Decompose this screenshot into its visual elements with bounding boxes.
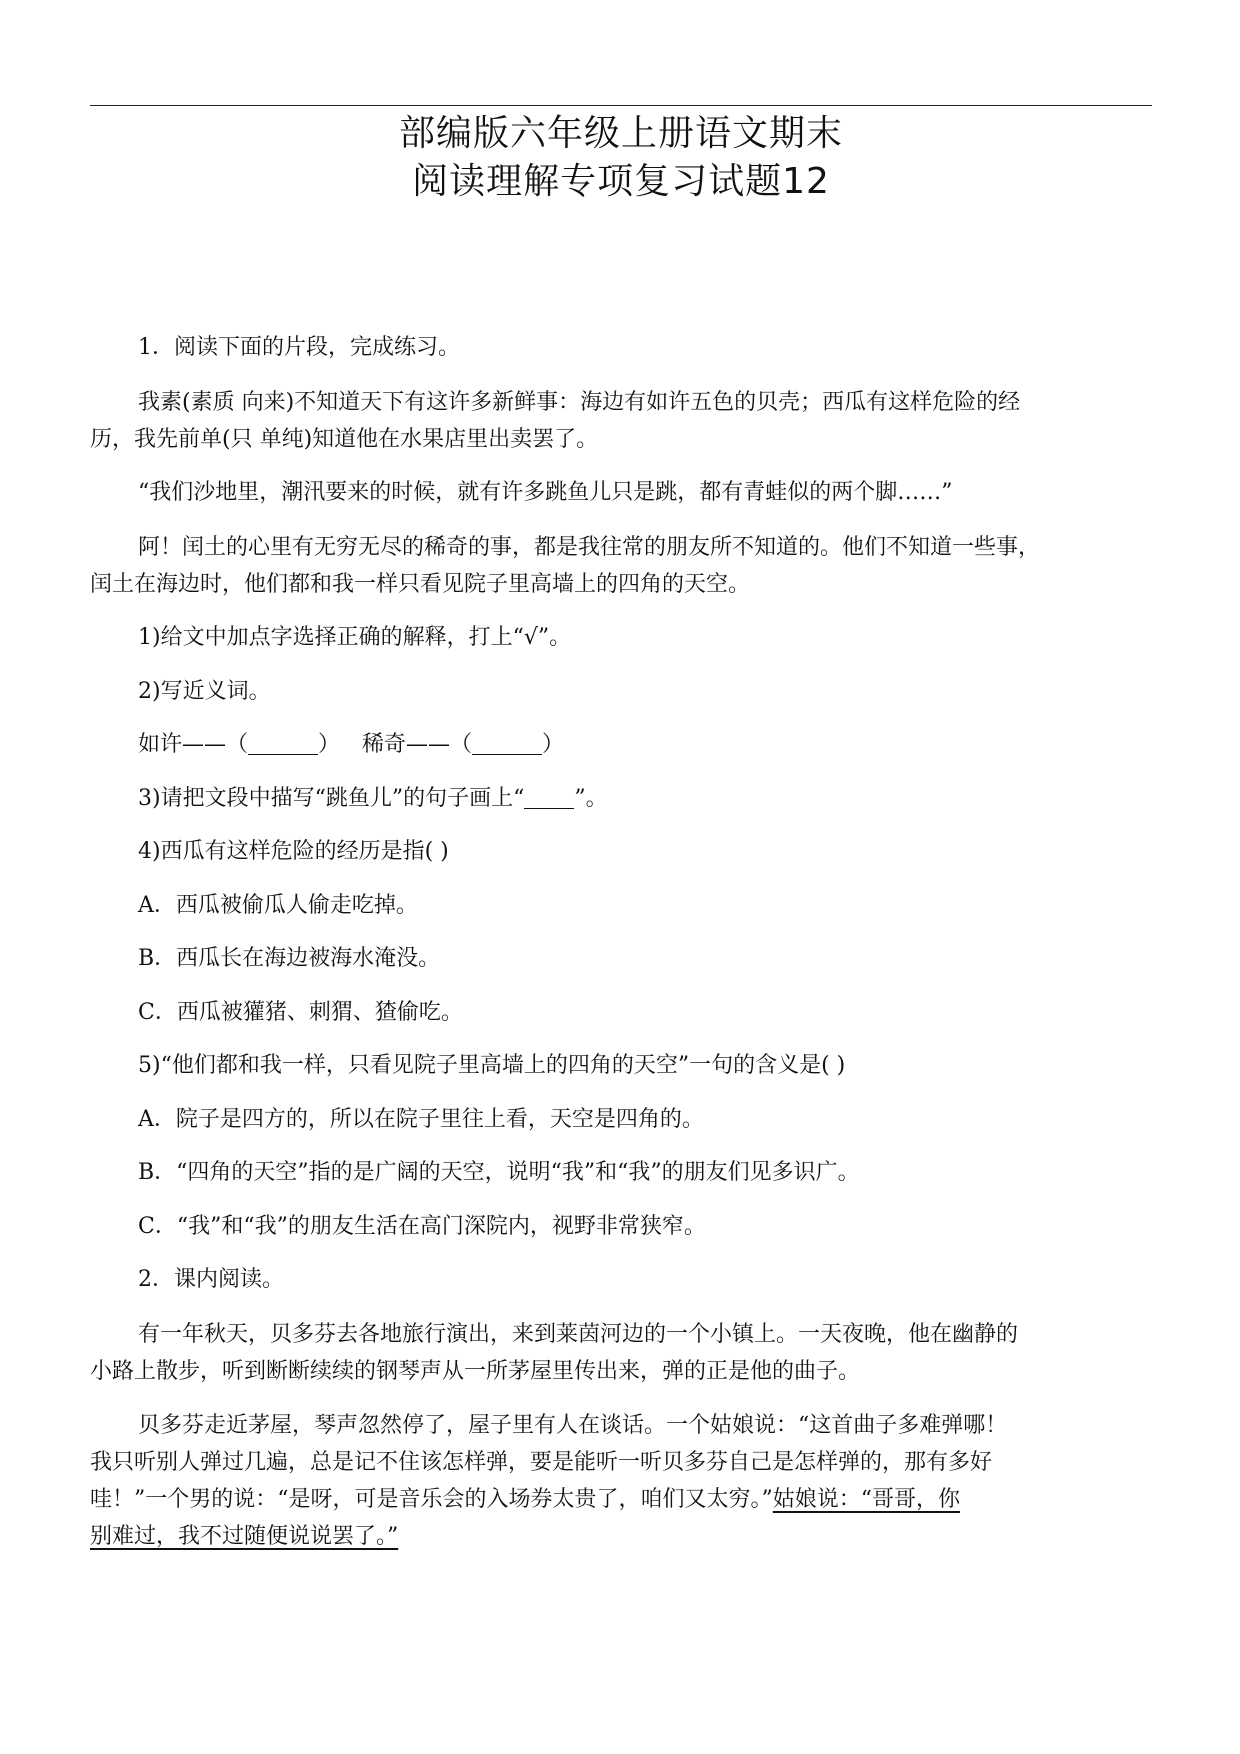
- q1-p1-line-1: 我素(素质 向来)不知道天下有这许多新鲜事：海边有如许五色的贝壳；西瓜有这样危险的经: [138, 389, 1021, 415]
- synonym-answer-blank-1[interactable]: [248, 732, 318, 755]
- q1-sub3-prefix: 3)请把文段中描写“跳鱼儿”的句子画上“: [138, 785, 525, 811]
- q1-sub5-option-c: C．“我”和“我”的朋友生活在高门深院内，视野非常狭窄。: [138, 1213, 706, 1239]
- q1-p1-line-2: 历，我先前单(只 单纯)知道他在水果店里出卖罢了。: [90, 426, 599, 452]
- underline-mark-sample: [524, 786, 574, 809]
- q2-underlined-sentence-part-2: 别难过，我不过随便说说罢了。”: [90, 1524, 399, 1549]
- q1-sub4-option-b: B．西瓜长在海边被海水淹没。: [138, 946, 441, 971]
- q1-sub-question-3: [90, 781, 1152, 817]
- synonym-item-2-close: ）: [542, 732, 565, 757]
- q1-sub4-option-a: A．西瓜被偷瓜人偷走吃掉。: [138, 892, 418, 918]
- q1-sub-question-5: 5)“他们都和我一样，只看见院子里高墙上的四角的天空”一句的含义是( ): [138, 1053, 846, 1078]
- q1-sub3-suffix: ”。: [574, 785, 608, 811]
- q1-sub-question-1: 1)给文中加点字选择正确的解释，打上“√”。: [138, 625, 572, 650]
- q2-p2-line-3-plain: 哇！”一个男的说：“是呀，可是音乐会的入场券太贵了，咱们又太穷。”: [90, 1487, 773, 1512]
- q2-paragraph-1: [90, 1316, 1152, 1390]
- q1-sub5-option-b: B．“四角的天空”指的是广阔的天空，说明“我”和“我”的朋友们见多识广。: [138, 1160, 860, 1185]
- q2-p2-line-1: 贝多芬走近茅屋，琴声忽然停了，屋子里有人在谈话。一个姑娘说：“这首曲子多难弹哪！: [138, 1413, 1008, 1438]
- question-1-heading: 1．阅读下面的片段，完成练习。: [138, 335, 460, 360]
- q2-paragraph-2: [90, 1407, 1152, 1555]
- q1-passage-paragraph-2: “我们沙地里，潮汛要来的时候，就有许多跳鱼儿只是跳，都有青蛙似的两个脚……”: [138, 480, 953, 505]
- q2-p2-line-2: 我只听别人弹过几遍，总是记不住该怎样弹，要是能听一听贝多芬自己是怎样弹的，那有多好: [90, 1450, 993, 1475]
- synonym-item-1-word: 如许——（: [138, 732, 249, 757]
- synonym-answer-blank-2[interactable]: [472, 732, 542, 755]
- q1-passage-paragraph-1: [90, 384, 1152, 458]
- q1-sub5-option-a: A．院子是四方的，所以在院子里往上看，天空是四角的。: [138, 1106, 704, 1132]
- q1-sub4-option-c: C．西瓜被獾猪、刺猬、猹偷吃。: [138, 999, 463, 1025]
- q2-p2-line-4: [90, 1518, 1152, 1555]
- synonym-item-2-word: 稀奇——（: [362, 732, 473, 757]
- q1-sub-question-2: 2)写近义词。: [138, 678, 271, 704]
- q1-sub-question-4: 4)西瓜有这样危险的经历是指( ): [138, 839, 449, 864]
- q2-p1-line-2: 小路上散步，听到断断续续的钢琴声从一所茅屋里传出来，弹的正是他的曲子。: [90, 1358, 861, 1384]
- q2-p1-line-1: 有一年秋天，贝多芬去各地旅行演出，来到莱茵河边的一个小镇上。一天夜晚，他在幽静的: [138, 1321, 1019, 1347]
- q2-p2-line-3: [90, 1481, 1152, 1518]
- q1-p3-line-2: 闰土在海边时，他们都和我一样只看见院子里高墙上的四角的天空。: [90, 571, 751, 597]
- q1-synonym-row: [90, 727, 1152, 763]
- title-line-2: 阅读理解专项复习试题12: [412, 161, 830, 202]
- page-title: [90, 110, 1152, 206]
- document-body: [90, 330, 1152, 1573]
- question-2-heading: 2．课内阅读。: [138, 1267, 284, 1292]
- q1-p3-line-1: 阿！闰土的心里有无穷无尽的稀奇的事，都是我往常的朋友所不知道的。他们不知道一些事，: [138, 534, 1041, 560]
- synonym-item-1-close: ）: [318, 732, 341, 757]
- title-line-1: 部编版六年级上册语文期末: [398, 113, 843, 154]
- q2-underlined-sentence-part-1: 姑娘说：“哥哥，你: [772, 1487, 960, 1512]
- q1-passage-paragraph-3: [90, 529, 1152, 603]
- top-rule: [90, 105, 1152, 106]
